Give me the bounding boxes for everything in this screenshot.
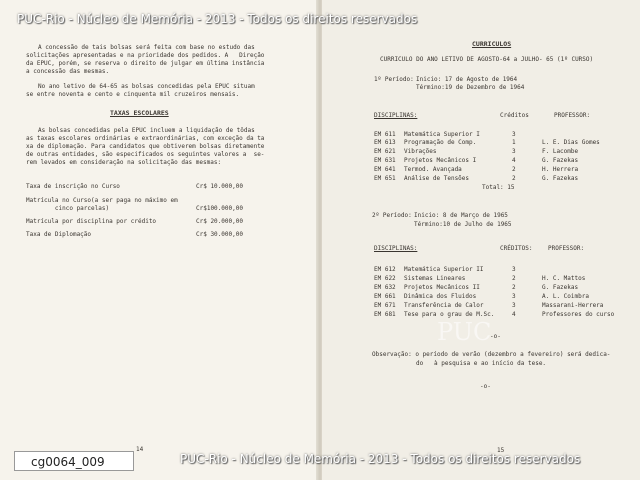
- course-credits: 3: [512, 266, 516, 273]
- fee-value: Cr$ 10.000,00: [196, 183, 243, 190]
- course-credits: 4: [512, 157, 516, 164]
- period-label: 2º Período:: [372, 212, 412, 219]
- archive-id-label: cg0064_009: [14, 451, 134, 471]
- paragraph-line: se entre noventa e cento e cinquenta mil cruzeiros mensais.: [26, 91, 240, 98]
- right-page: [322, 0, 640, 480]
- course-credits: 2: [512, 175, 516, 182]
- course-name: Projetos Mecânicos I: [404, 157, 477, 164]
- fee-label: cinco parcelas): [26, 205, 110, 212]
- course-professor: G. Fazekas: [542, 157, 579, 164]
- course-code: EM 612: [374, 266, 396, 273]
- course-name: Matemática Superior I: [404, 131, 480, 138]
- course-name: Análise de Tensões: [404, 175, 470, 182]
- course-code: EM 641: [374, 166, 396, 173]
- column-header: CRÉDITOS:: [500, 245, 533, 252]
- column-header: DISCIPLINAS:: [374, 112, 418, 119]
- course-professor: Massarani-Herrera: [542, 302, 604, 309]
- course-name: Vibrações: [404, 148, 437, 155]
- page-number: 15: [497, 447, 505, 454]
- copyright-banner-bottom: PUC-Rio - Núcleo de Memória - 2013 - Todos os direitos reservados: [180, 452, 581, 466]
- course-code: EM 681: [374, 311, 396, 318]
- section-heading: TAXAS ESCOLARES: [110, 109, 169, 117]
- period-label: 1º Período:: [374, 76, 414, 83]
- left-page: [0, 0, 318, 480]
- period-end: Término:10 de Julho de 1965: [414, 221, 512, 228]
- course-professor: H. C. Mattos: [542, 275, 586, 282]
- fee-value: Cr$ 20.000,00: [196, 218, 243, 225]
- course-code: EM 661: [374, 293, 396, 300]
- course-credits: 2: [512, 275, 516, 282]
- course-code: EM 613: [374, 139, 396, 146]
- course-name: Dinâmica dos Fluidos: [404, 293, 477, 300]
- course-professor: Professores do curso: [542, 311, 615, 318]
- column-header: PROFESSOR:: [548, 245, 585, 252]
- course-name: Matemática Superior II: [404, 266, 484, 273]
- course-code: EM 631: [374, 157, 396, 164]
- separator-mark: -o-: [490, 333, 501, 340]
- paragraph-line: rem levados em consideração na solicitação das mesmas:: [26, 159, 222, 166]
- fee-label: Taxa de Diplomação: [26, 231, 92, 238]
- fee-label: Matrícula por disciplina por crédito: [26, 218, 157, 225]
- course-credits: 3: [512, 148, 516, 155]
- period-end: Término:19 de Dezembro de 1964: [416, 84, 525, 91]
- curriculum-subheading: CURRICULO DO ANO LETIVO DE AGOSTO-64 a JULHO- 65 (1º CURSO): [380, 56, 594, 63]
- course-code: EM 671: [374, 302, 396, 309]
- paragraph-line: da EPUC, porém, se reserva o direito de julgar em última instância: [26, 60, 265, 67]
- course-credits: 4: [512, 311, 516, 318]
- fee-label: Matrícula no Curso(a ser paga no máximo em: [26, 197, 178, 204]
- fee-label: Taxa de inscrição no Curso: [26, 183, 120, 190]
- course-credits: 3: [512, 302, 516, 309]
- period-start: Inicio: 8 de Março de 1965: [414, 212, 508, 219]
- course-professor: G. Fazekas: [542, 284, 579, 291]
- course-professor: H. Herrera: [542, 166, 579, 173]
- paragraph-line: As bolsas concedidas pela EPUC incluem a liquidação de tôdas: [38, 127, 255, 134]
- page-number: 14: [136, 446, 144, 453]
- column-header: Créditos: [500, 112, 529, 119]
- course-credits: 1: [512, 139, 516, 146]
- section-heading: CURRICULOS: [472, 40, 512, 48]
- course-professor: G. Fazekas: [542, 175, 579, 182]
- note-line: Observação: o período de verão (dezembro a fevereiro) será dedica-: [372, 351, 611, 358]
- paragraph-line: A concessão de tais bolsas será feita com base no estudo das: [38, 44, 255, 51]
- paragraph-line: solicitações apresentadas e na prioridade dos pedidos. A Direção: [26, 52, 265, 59]
- course-name: Transferência de Calor: [404, 302, 484, 309]
- course-name: Projetos Mecânicos II: [404, 284, 480, 291]
- course-name: Sistemas Lineares: [404, 275, 466, 282]
- course-code: EM 651: [374, 175, 396, 182]
- course-code: EM 611: [374, 131, 396, 138]
- course-name: Programação de Comp.: [404, 139, 477, 146]
- course-credits: 2: [512, 284, 516, 291]
- paragraph-line: No ano letivo de 64-65 as bolsas concedidas pela EPUC situam: [38, 83, 255, 90]
- course-code: EM 622: [374, 275, 396, 282]
- paragraph-line: de outras entidades, são especificados os seguintes valores a se-: [26, 151, 265, 158]
- column-header: PROFESSOR:: [554, 112, 591, 119]
- separator-mark: -o-: [480, 383, 491, 390]
- paragraph-line: a concessão das mesmas.: [26, 68, 110, 75]
- fee-value: Cr$ 30.000,00: [196, 231, 243, 238]
- period-start: Inicio: 17 de Agosto de 1964: [416, 76, 518, 83]
- course-name: Tese para o grau de M.Sc.: [404, 311, 495, 318]
- course-professor: L. E. Dias Gomes: [542, 139, 600, 146]
- course-code: EM 632: [374, 284, 396, 291]
- note-line: do à pesquisa e ao início da tese.: [416, 360, 547, 367]
- fee-value: Cr$100.000,00: [196, 205, 243, 212]
- course-credits: 3: [512, 131, 516, 138]
- paragraph-line: xa de diplomação. Para candidatos que obtiverem bolsas diretamente: [26, 143, 265, 150]
- column-header: DISCIPLINAS:: [374, 245, 418, 252]
- course-credits: 2: [512, 166, 516, 173]
- credits-total: Total: 15: [482, 184, 515, 191]
- course-code: EM 621: [374, 148, 396, 155]
- copyright-banner-top: PUC-Rio - Núcleo de Memória - 2013 - Todos os direitos reservados: [17, 12, 418, 26]
- puc-watermark: PUC: [437, 318, 492, 346]
- course-professor: F. Lacombe: [542, 148, 579, 155]
- paragraph-line: as taxas escolares ordinárias e extraordinárias, com exceção da ta: [26, 135, 265, 142]
- course-professor: A. L. Coimbra: [542, 293, 589, 300]
- course-credits: 3: [512, 293, 516, 300]
- course-name: Termod. Avançada: [404, 166, 462, 173]
